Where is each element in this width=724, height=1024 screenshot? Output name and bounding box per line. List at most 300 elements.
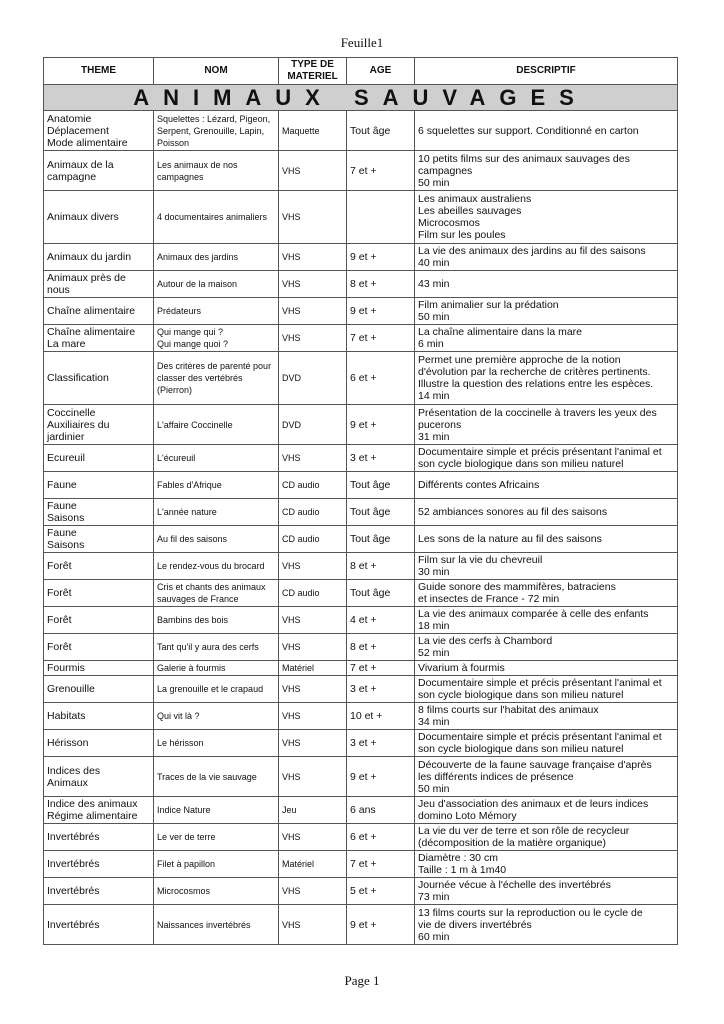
cell-nom — [154, 271, 279, 298]
cell-desc-text: Film sur la vie du chevreuil 30 min — [418, 554, 543, 578]
cell-theme-text: Invertébrés — [47, 831, 100, 843]
cell-type-text: Matériel — [282, 663, 315, 673]
cell-desc-text: Découverte de la faune sauvage française d'après les différents indices de présence 50 min — [418, 758, 652, 795]
cell-age — [347, 111, 415, 151]
cell-age — [347, 676, 415, 703]
cell-age-text: 8 et + — [350, 641, 377, 653]
cell-nom — [154, 851, 279, 878]
cell-type-text: VHS — [282, 886, 301, 896]
cell-theme-text: Faune Saisons — [47, 527, 85, 551]
cell-desc — [415, 851, 678, 878]
cell-age — [347, 526, 415, 553]
cell-type — [279, 757, 347, 797]
table-row — [44, 905, 678, 945]
cell-desc-text: Les sons de la nature au fil des saisons — [418, 533, 602, 545]
cell-type — [279, 703, 347, 730]
cell-age-text: 4 et + — [350, 614, 377, 626]
cell-age — [347, 824, 415, 851]
cell-nom-text: Au fil des saisons — [157, 534, 228, 544]
cell-desc — [415, 634, 678, 661]
cell-nom — [154, 730, 279, 757]
cell-theme-text: Classification — [47, 372, 109, 384]
header-type-label: TYPE DE MATERIEL — [287, 59, 338, 82]
cell-desc-text: 43 min — [418, 278, 450, 290]
table-row — [44, 191, 678, 244]
cell-type — [279, 244, 347, 271]
cell-age — [347, 661, 415, 676]
cell-age — [347, 703, 415, 730]
cell-theme — [44, 325, 154, 352]
cell-age-text: 8 et + — [350, 560, 377, 572]
cell-age-text: 7 et + — [350, 858, 377, 870]
cell-nom-text: Le ver de terre — [157, 832, 216, 842]
cell-type-text: VHS — [282, 165, 301, 176]
cell-type-text: VHS — [282, 771, 301, 782]
cell-theme-text: Coccinelle Auxiliaires du jardinier — [47, 406, 110, 443]
cell-theme — [44, 580, 154, 607]
cell-theme — [44, 499, 154, 526]
cell-nom-text: Les animaux de nos campagnes — [157, 159, 238, 182]
header-nom: NOM — [154, 58, 279, 85]
cell-type-text: VHS — [282, 919, 301, 930]
cell-theme — [44, 676, 154, 703]
cell-type-text: Maquette — [282, 125, 320, 136]
cell-type — [279, 271, 347, 298]
cell-desc-text: La chaîne alimentaire dans la mare 6 min — [418, 326, 583, 350]
cell-desc — [415, 472, 678, 499]
cell-age — [347, 851, 415, 878]
cell-desc — [415, 661, 678, 676]
cell-theme-text: Chaîne alimentaire La mare — [47, 326, 136, 350]
cell-desc — [415, 325, 678, 352]
cell-theme-text: Forêt — [47, 641, 72, 653]
cell-desc-text: La vie du ver de terre et son rôle de recycleur (décomposition de la matière organique) — [418, 825, 630, 849]
cell-desc — [415, 824, 678, 851]
cell-nom — [154, 151, 279, 191]
table-row — [44, 797, 678, 824]
cell-desc-text: 13 films courts sur la reproduction ou le cycle de vie de divers invertébrés 60 min — [418, 906, 643, 943]
cell-type-text: VHS — [282, 333, 301, 343]
cell-desc-text: Jeu d'association des animaux et de leurs indices domino Loto Mémory — [418, 798, 649, 822]
cell-type — [279, 661, 347, 676]
cell-theme-text: Animaux de la campagne — [47, 158, 114, 183]
cell-type — [279, 191, 347, 244]
cell-age-text: 5 et + — [350, 885, 377, 897]
cell-nom-text: Fables d'Afrique — [157, 480, 222, 490]
cell-nom — [154, 298, 279, 325]
cell-age-text: Tout âge — [350, 479, 391, 491]
cell-nom-text: Le hérisson — [157, 738, 204, 748]
cell-nom — [154, 526, 279, 553]
cell-nom — [154, 499, 279, 526]
cell-desc-text: 6 squelettes sur support. Conditionné en carton — [418, 124, 639, 137]
header-theme: THEME — [44, 58, 154, 85]
cell-type — [279, 607, 347, 634]
cell-nom — [154, 472, 279, 499]
cell-theme-text: Forêt — [47, 614, 72, 626]
cell-type-text: VHS — [282, 212, 301, 222]
cell-type — [279, 499, 347, 526]
cell-desc-text: 10 petits films sur des animaux sauvages des campagnes 50 min — [418, 152, 630, 189]
cell-nom — [154, 244, 279, 271]
cell-desc-text: Documentaire simple et précis présentant l'animal et son cycle biologique dans son milieu naturel — [418, 677, 662, 701]
cell-type-text: Jeu — [282, 805, 297, 815]
catalog-table — [43, 57, 678, 945]
cell-age-text: 8 et + — [350, 278, 377, 290]
cell-nom-text: Bambins des bois — [157, 615, 229, 625]
cell-desc-text: Guide sonore des mammifères, batraciens et insectes de France - 72 min — [418, 581, 616, 605]
cell-type-text: VHS — [282, 561, 301, 571]
cell-nom — [154, 191, 279, 244]
cell-theme — [44, 797, 154, 824]
cell-age — [347, 553, 415, 580]
cell-theme — [44, 634, 154, 661]
cell-age — [347, 580, 415, 607]
cell-nom — [154, 703, 279, 730]
cell-desc — [415, 298, 678, 325]
cell-theme-text: Animaux du jardin — [47, 251, 132, 263]
cell-desc — [415, 271, 678, 298]
cell-desc — [415, 191, 678, 244]
cell-desc-text: Diamètre : 30 cm Taille : 1 m à 1m40 — [418, 852, 507, 876]
cell-age-text: 6 et + — [350, 372, 377, 384]
cell-desc — [415, 878, 678, 905]
cell-theme-text: Grenouille — [47, 683, 95, 695]
cell-nom-text: La grenouille et le crapaud — [157, 684, 264, 694]
table-row — [44, 472, 678, 499]
table-row — [44, 499, 678, 526]
cell-age-text: Tout âge — [350, 124, 391, 137]
table-row — [44, 824, 678, 851]
cell-nom-text: Cris et chants des animaux sauvages de France — [157, 582, 266, 604]
cell-nom-text: Indice Nature — [157, 805, 211, 815]
cell-theme-text: Animaux divers — [47, 211, 119, 223]
cell-desc-text: Documentaire simple et précis présentant l'animal et son cycle biologique dans son milieu naturel — [418, 731, 662, 755]
cell-nom-text: Squelettes : Lézard, Pigeon, Serpent, Grenouille, Lapin, Poisson — [157, 113, 271, 148]
table-row — [44, 661, 678, 676]
cell-nom-text: Qui mange qui ? Qui mange quoi ? — [157, 327, 229, 349]
cell-age-text: 3 et + — [350, 737, 377, 749]
cell-desc-text: Journée vécue à l'échelle des invertébrés 73 min — [418, 879, 611, 903]
cell-age — [347, 634, 415, 661]
cell-nom-text: L'affaire Coccinelle — [157, 419, 233, 430]
cell-theme-text: Forêt — [47, 560, 72, 572]
cell-nom — [154, 661, 279, 676]
cell-age — [347, 607, 415, 634]
table-row — [44, 553, 678, 580]
cell-theme — [44, 244, 154, 271]
cell-age-text: Tout âge — [350, 587, 391, 599]
cell-age — [347, 499, 415, 526]
cell-theme-text: Invertébrés — [47, 858, 100, 870]
cell-theme — [44, 851, 154, 878]
cell-nom-text: Naissances invertébrés — [157, 919, 251, 930]
cell-type-text: CD audio — [282, 507, 320, 517]
cell-desc — [415, 111, 678, 151]
cell-nom — [154, 352, 279, 405]
cell-type-text: VHS — [282, 306, 301, 316]
cell-age — [347, 405, 415, 445]
cell-age — [347, 472, 415, 499]
cell-age — [347, 445, 415, 472]
cell-nom-text: Animaux des jardins — [157, 252, 239, 262]
cell-desc-text: La vie des animaux des jardins au fil des saisons 40 min — [418, 245, 646, 269]
cell-age-text: 3 et + — [350, 683, 377, 695]
cell-age-text: 10 et + — [350, 710, 383, 722]
table-row — [44, 151, 678, 191]
cell-type-text: VHS — [282, 684, 301, 694]
table-row — [44, 244, 678, 271]
cell-nom-text: Microcosmos — [157, 886, 211, 896]
cell-age-text: Tout âge — [350, 506, 391, 518]
cell-type — [279, 298, 347, 325]
table-row — [44, 703, 678, 730]
table-row — [44, 730, 678, 757]
cell-nom-text: Traces de la vie sauvage — [157, 771, 257, 782]
cell-type-text: DVD — [282, 419, 302, 430]
cell-desc-text: 8 films courts sur l'habitat des animaux 34 min — [418, 704, 599, 728]
cell-type — [279, 878, 347, 905]
cell-nom — [154, 405, 279, 445]
cell-age — [347, 757, 415, 797]
cell-desc — [415, 676, 678, 703]
cell-nom-text: Qui vit là ? — [157, 711, 200, 721]
table-row — [44, 580, 678, 607]
cell-theme — [44, 472, 154, 499]
cell-theme-text: Forêt — [47, 587, 72, 599]
table-row — [44, 607, 678, 634]
header-type — [279, 58, 347, 85]
cell-age-text: 3 et + — [350, 452, 377, 464]
cell-nom-text: Galerie à fourmis — [157, 663, 226, 673]
cell-nom — [154, 445, 279, 472]
cell-desc-text: Documentaire simple et précis présentant l'animal et son cycle biologique dans son milieu naturel — [418, 446, 662, 470]
cell-theme — [44, 191, 154, 244]
cell-type — [279, 325, 347, 352]
cell-nom-text: Autour de la maison — [157, 279, 238, 289]
cell-theme-text: Animaux près de nous — [47, 272, 126, 296]
cell-nom-text: L'écureuil — [157, 453, 196, 463]
cell-age — [347, 271, 415, 298]
cell-desc-text: Les animaux australiens Les abeilles sauvages Microcosmos Film sur les poules — [418, 193, 532, 241]
cell-theme-text: Anatomie Déplacement Mode alimentaire — [47, 112, 128, 149]
cell-nom-text: Prédateurs — [157, 306, 202, 316]
cell-desc — [415, 405, 678, 445]
cell-theme-text: Hérisson — [47, 737, 89, 749]
cell-nom-text: Tant qu'il y aura des cerfs — [157, 642, 259, 652]
cell-theme — [44, 703, 154, 730]
cell-age — [347, 905, 415, 945]
cell-age-text: 9 et + — [350, 251, 377, 263]
cell-type-text: Matériel — [282, 859, 315, 869]
cell-age-text: 9 et + — [350, 305, 377, 317]
cell-desc — [415, 151, 678, 191]
cell-desc-text: Film animalier sur la prédation 50 min — [418, 299, 559, 323]
cell-type-text: VHS — [282, 711, 301, 721]
cell-type-text: VHS — [282, 252, 301, 262]
header-age: AGE — [347, 58, 415, 85]
cell-theme — [44, 824, 154, 851]
cell-desc-text: Permet une première approche de la notion d'évolution par la recherche de critères pertinents. Illustre la question des relations entre les espèces. 14 min — [418, 354, 654, 402]
cell-nom-text: Des critères de parenté pour classer des vertébrés (Pierron) — [157, 361, 272, 395]
cell-theme-text: Indices des Animaux — [47, 764, 101, 789]
cell-theme-text: Indice des animaux Régime alimentaire — [47, 798, 138, 822]
cell-theme — [44, 405, 154, 445]
cell-age-text: 7 et + — [350, 662, 377, 674]
cell-theme — [44, 271, 154, 298]
cell-theme — [44, 553, 154, 580]
table-row — [44, 445, 678, 472]
cell-nom — [154, 824, 279, 851]
cell-desc — [415, 352, 678, 405]
table-row — [44, 878, 678, 905]
table-row — [44, 352, 678, 405]
cell-age — [347, 878, 415, 905]
table-row — [44, 111, 678, 151]
cell-desc-text: Vivarium à fourmis — [418, 662, 505, 674]
cell-type — [279, 445, 347, 472]
cell-desc — [415, 580, 678, 607]
cell-type — [279, 634, 347, 661]
section-banner: ANIMAUX SAUVAGES — [44, 85, 678, 111]
cell-nom — [154, 634, 279, 661]
cell-age — [347, 797, 415, 824]
cell-age-text: 6 ans — [350, 804, 376, 816]
cell-age — [347, 352, 415, 405]
cell-type-text: CD audio — [282, 480, 320, 490]
cell-nom — [154, 325, 279, 352]
cell-type-text: VHS — [282, 832, 301, 842]
cell-age-text: Tout âge — [350, 533, 391, 545]
cell-type — [279, 151, 347, 191]
cell-type — [279, 905, 347, 945]
header-row — [44, 58, 678, 85]
cell-theme — [44, 151, 154, 191]
cell-theme-text: Faune Saisons — [47, 500, 85, 524]
sheet-title: Feuille1 — [340, 35, 384, 50]
cell-age-text: 9 et + — [350, 418, 377, 431]
cell-age-text: 9 et + — [350, 770, 377, 783]
cell-type — [279, 352, 347, 405]
cell-type-text: VHS — [282, 279, 301, 289]
cell-nom — [154, 797, 279, 824]
table-row — [44, 298, 678, 325]
cell-desc — [415, 499, 678, 526]
cell-type-text: VHS — [282, 615, 301, 625]
cell-nom — [154, 607, 279, 634]
cell-type-text: CD audio — [282, 588, 320, 598]
cell-type-text: DVD — [282, 373, 302, 383]
table-row — [44, 405, 678, 445]
cell-type-text: VHS — [282, 642, 301, 652]
cell-nom — [154, 111, 279, 151]
cell-desc-text: La vie des cerfs à Chambord 52 min — [418, 635, 553, 659]
cell-type — [279, 824, 347, 851]
cell-theme-text: Invertébrés — [47, 918, 100, 931]
cell-type — [279, 405, 347, 445]
header-desc: DESCRIPTIF — [415, 58, 678, 85]
cell-theme-text: Ecureuil — [47, 452, 85, 464]
banner-row — [44, 85, 678, 111]
cell-type — [279, 526, 347, 553]
cell-desc — [415, 607, 678, 634]
cell-age — [347, 244, 415, 271]
cell-desc-text: La vie des animaux comparée à celle des enfants 18 min — [418, 608, 649, 632]
table-row — [44, 526, 678, 553]
cell-type — [279, 797, 347, 824]
cell-desc — [415, 703, 678, 730]
cell-type — [279, 676, 347, 703]
cell-nom — [154, 878, 279, 905]
cell-desc — [415, 445, 678, 472]
cell-theme — [44, 298, 154, 325]
cell-theme — [44, 661, 154, 676]
cell-nom — [154, 757, 279, 797]
cell-theme-text: Chaîne alimentaire — [47, 305, 136, 317]
cell-nom-text: L'année nature — [157, 507, 217, 517]
cell-nom — [154, 676, 279, 703]
cell-type — [279, 730, 347, 757]
table-row — [44, 634, 678, 661]
cell-type — [279, 851, 347, 878]
table-row — [44, 676, 678, 703]
cell-theme-text: Invertébrés — [47, 885, 100, 897]
cell-theme-text: Faune — [47, 479, 77, 491]
cell-age-text: 7 et + — [350, 164, 377, 177]
cell-nom — [154, 580, 279, 607]
cell-age — [347, 730, 415, 757]
cell-age — [347, 151, 415, 191]
cell-theme — [44, 730, 154, 757]
cell-theme-text: Habitats — [47, 710, 86, 722]
cell-theme — [44, 607, 154, 634]
cell-type — [279, 111, 347, 151]
cell-age-text: 7 et + — [350, 332, 377, 344]
cell-type-text: VHS — [282, 453, 301, 463]
cell-type-text: VHS — [282, 738, 301, 748]
cell-nom-text: Filet à papillon — [157, 859, 216, 869]
cell-nom — [154, 553, 279, 580]
cell-age — [347, 298, 415, 325]
cell-age — [347, 191, 415, 244]
table-row — [44, 271, 678, 298]
cell-desc-text: 52 ambiances sonores au fil des saisons — [418, 506, 608, 518]
cell-nom — [154, 905, 279, 945]
page-number: Page 1 — [344, 973, 380, 988]
cell-type-text: CD audio — [282, 534, 320, 544]
cell-theme — [44, 526, 154, 553]
cell-desc — [415, 797, 678, 824]
cell-desc — [415, 244, 678, 271]
cell-theme — [44, 878, 154, 905]
cell-desc — [415, 730, 678, 757]
cell-theme — [44, 905, 154, 945]
cell-theme-text: Fourmis — [47, 662, 85, 674]
cell-type — [279, 580, 347, 607]
cell-nom-text: 4 documentaires animaliers — [157, 212, 268, 222]
table-row — [44, 851, 678, 878]
cell-type — [279, 472, 347, 499]
cell-desc — [415, 757, 678, 797]
cell-theme — [44, 111, 154, 151]
cell-nom-text: Le rendez-vous du brocard — [157, 561, 265, 571]
cell-desc — [415, 553, 678, 580]
table-row — [44, 757, 678, 797]
cell-desc-text: Présentation de la coccinelle à travers les yeux des pucerons 31 min — [418, 406, 657, 443]
cell-desc — [415, 905, 678, 945]
cell-age-text: 6 et + — [350, 831, 377, 843]
cell-type — [279, 553, 347, 580]
